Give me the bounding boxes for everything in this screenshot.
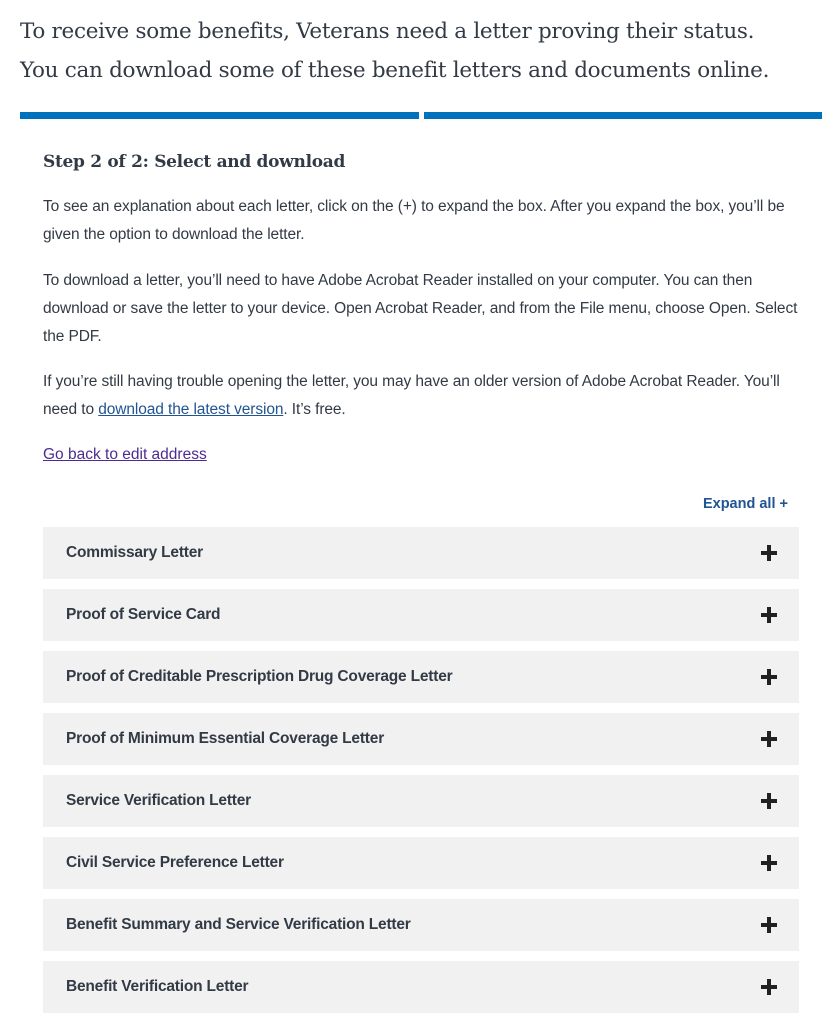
step-title: Step 2 of 2: Select and download <box>43 152 346 172</box>
intro-line-2: You can download some of these benefit letters and documents online. <box>20 58 770 83</box>
plus-icon[interactable] <box>761 731 777 747</box>
accordion-item-label: Commissary Letter <box>66 544 204 561</box>
letters-accordion <box>43 527 799 1023</box>
segmented-progress-bar <box>20 112 822 119</box>
accordion-item-civil-service-preference-letter[interactable] <box>43 837 799 889</box>
edit-address-link[interactable]: Go back to edit address <box>43 446 207 463</box>
accordion-item-benefit-verification-letter[interactable] <box>43 961 799 1013</box>
instructions-paragraph-3 <box>43 368 799 424</box>
paragraph-3-text-after: . It’s free. <box>283 401 346 418</box>
plus-icon[interactable] <box>761 979 777 995</box>
plus-icon[interactable] <box>761 545 777 561</box>
intro-line-1: To receive some benefits, Veterans need a letter proving their status. <box>20 19 755 44</box>
accordion-item-label: Proof of Minimum Essential Coverage Letter <box>66 730 385 747</box>
accordion-item-benefit-summary-letter[interactable] <box>43 899 799 951</box>
accordion-item-label: Benefit Verification Letter <box>66 978 249 995</box>
accordion-item-minimum-essential-coverage-letter[interactable] <box>43 713 799 765</box>
accordion-item-label: Proof of Creditable Prescription Drug Coverage Letter <box>66 668 453 685</box>
accordion-item-label: Service Verification Letter <box>66 792 251 809</box>
progress-segment-1 <box>20 112 419 119</box>
accordion-item-label: Benefit Summary and Service Verification Letter <box>66 916 411 933</box>
step-panel <box>43 148 799 512</box>
accordion-item-service-verification-letter[interactable] <box>43 775 799 827</box>
instructions-paragraph-1: To see an explanation about each letter, click on the (+) to expand the box. After you expand the box, you’ll be given the option to download the letter. <box>43 198 785 243</box>
instructions-paragraph-2: To download a letter, you’ll need to have Adobe Acrobat Reader installed on your computer. You can then download or save the letter to your device. Open Acrobat Reader, and from the File menu, choose Open. Select the PDF. <box>43 272 798 345</box>
plus-icon[interactable] <box>761 917 777 933</box>
plus-icon[interactable] <box>761 669 777 685</box>
plus-icon[interactable] <box>761 855 777 871</box>
expand-all-button[interactable]: Expand all + <box>702 496 788 512</box>
paragraph-3-text-before: If you’re still having trouble opening the letter, you may have an older version of Adobe Acrobat Reader. You’ll need to <box>43 373 780 418</box>
accordion-item-label: Civil Service Preference Letter <box>66 854 284 871</box>
plus-icon[interactable] <box>761 607 777 623</box>
download-latest-version-link[interactable]: download the latest version <box>98 401 284 418</box>
accordion-item-proof-of-service-card[interactable] <box>43 589 799 641</box>
accordion-item-prescription-drug-coverage-letter[interactable] <box>43 651 799 703</box>
plus-icon[interactable] <box>761 793 777 809</box>
accordion-item-commissary-letter[interactable] <box>43 527 799 579</box>
intro-text <box>20 12 825 90</box>
progress-segment-2 <box>424 112 823 119</box>
accordion-item-label: Proof of Service Card <box>66 606 221 623</box>
